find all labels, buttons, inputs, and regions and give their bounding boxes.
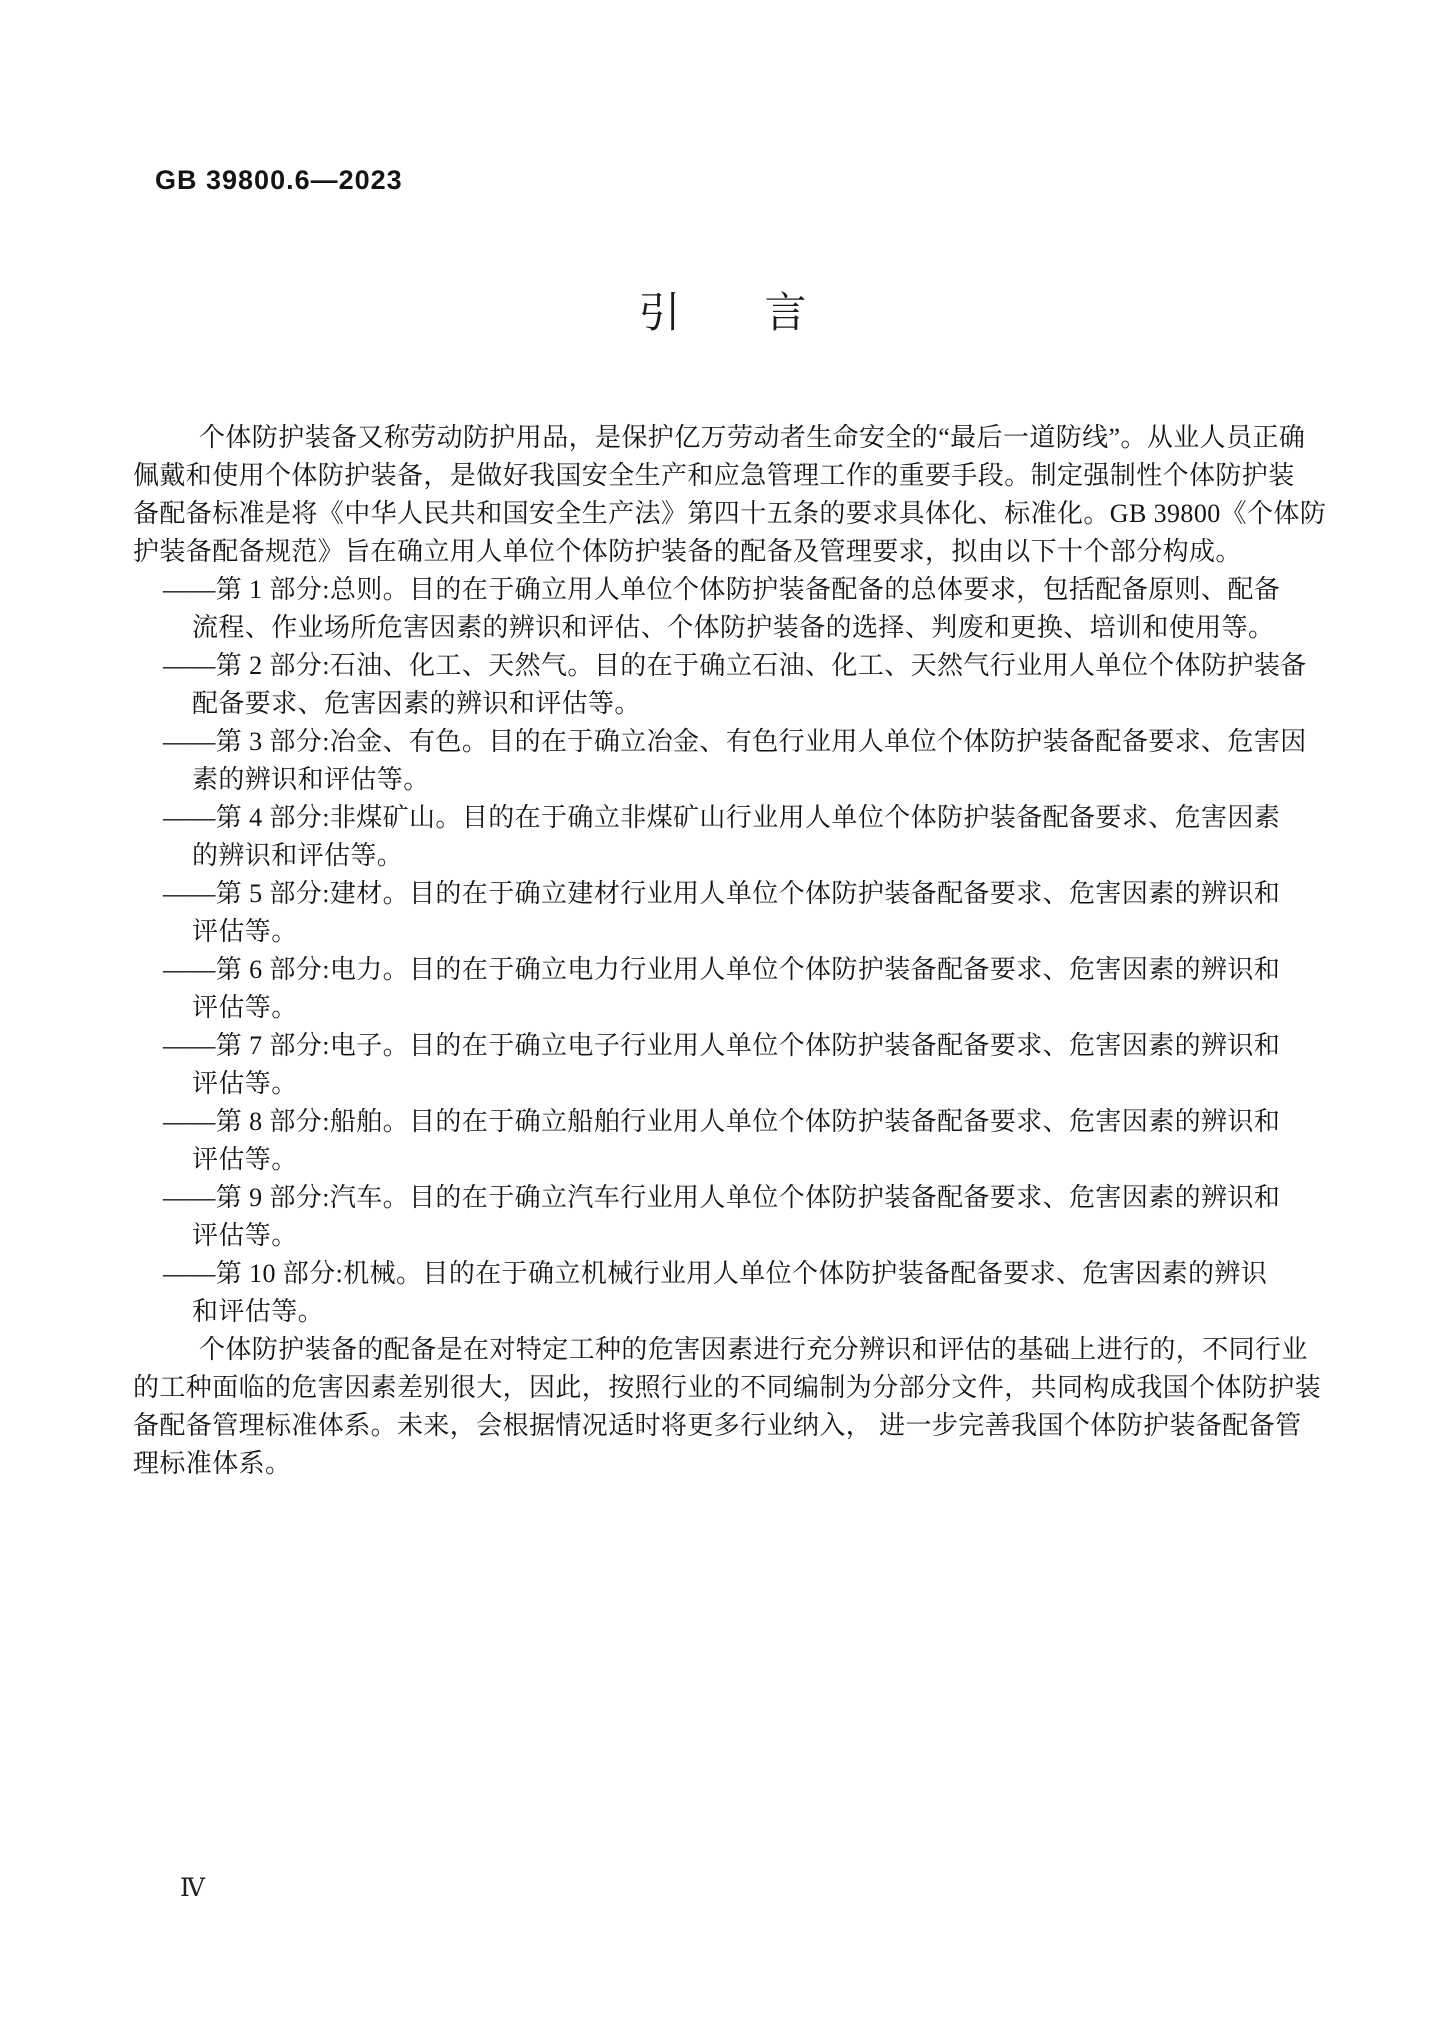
part-item-line: ——第 4 部分:非煤矿山。目的在于确立非煤矿山行业用人单位个体防护装备配备要求、危害因素 [163, 803, 1281, 832]
part-item-line: 配备要求、危害因素的辨识和评估等。 [192, 689, 641, 718]
part-item-line: 评估等。 [192, 1069, 298, 1098]
standard-number: GB 39800.6—2023 [155, 165, 403, 195]
part-item-line: ——第 8 部分:船舶。目的在于确立船舶行业用人单位个体防护装备配备要求、危害因素的辨识和 [163, 1107, 1281, 1136]
part-item-line: ——第 2 部分:石油、化工、天然气。目的在于确立石油、化工、天然气行业用人单位个体防护装备 [163, 651, 1307, 680]
part-item-line: ——第 3 部分:冶金、有色。目的在于确立冶金、有色行业用人单位个体防护装备配备要求、危害因 [163, 727, 1307, 756]
closing-paragraph-line: 的工种面临的危害因素差别很大，因此，按照行业的不同编制为分部分文件，共同构成我国个体防护装 [133, 1373, 1322, 1402]
intro-paragraph-line: 佩戴和使用个体防护装备，是做好我国安全生产和应急管理工作的重要手段。制定强制性个体防护装 [133, 461, 1295, 490]
part-item-line: 评估等。 [192, 917, 298, 946]
intro-paragraph-line: 个体防护装备又称劳动防护用品，是保护亿万劳动者生命安全的“最后一道防线”。从业人员正确 [199, 423, 1306, 452]
part-item-line: 评估等。 [192, 993, 298, 1022]
part-item-line: ——第 5 部分:建材。目的在于确立建材行业用人单位个体防护装备配备要求、危害因素的辨识和 [163, 879, 1281, 908]
intro-paragraph-line: 护装备配备规范》旨在确立用人单位个体防护装备的配备及管理要求，拟由以下十个部分构成。 [133, 537, 1242, 566]
part-item-line: 评估等。 [192, 1221, 298, 1250]
intro-paragraph-line: 备配备标准是将《中华人民共和国安全生产法》第四十五条的要求具体化、标准化。GB 39800《个体防 [133, 499, 1327, 528]
part-item-line: 和评估等。 [192, 1297, 325, 1326]
introduction-body [133, 419, 1327, 1483]
part-item-line: ——第 9 部分:汽车。目的在于确立汽车行业用人单位个体防护装备配备要求、危害因素的辨识和 [163, 1183, 1281, 1212]
closing-paragraph-line: 备配备管理标准体系。未来，会根据情况适时将更多行业纳入， 进一步完善我国个体防护装备配备管 [133, 1411, 1302, 1440]
closing-paragraph-line: 个体防护装备的配备是在对特定工种的危害因素进行充分辨识和评估的基础上进行的，不同行业 [199, 1335, 1308, 1364]
part-item-line: 的辨识和评估等。 [192, 841, 404, 870]
closing-paragraph-line: 理标准体系。 [133, 1449, 292, 1478]
page-title: 引 言 [638, 289, 807, 336]
page-number: Ⅳ [180, 1875, 205, 1902]
part-item-line: ——第 1 部分:总则。目的在于确立用人单位个体防护装备配备的总体要求，包括配备原则、配备 [163, 575, 1281, 604]
part-item-line: 评估等。 [192, 1145, 298, 1174]
part-item-line: 流程、作业场所危害因素的辨识和评估、个体防护装备的选择、判废和更换、培训和使用等。 [192, 613, 1275, 642]
part-item-line: ——第 7 部分:电子。目的在于确立电子行业用人单位个体防护装备配备要求、危害因素的辨识和 [163, 1031, 1281, 1060]
part-item-line: 素的辨识和评估等。 [192, 765, 430, 794]
part-item-line: ——第 10 部分:机械。目的在于确立机械行业用人单位个体防护装备配备要求、危害因素的辨识 [163, 1259, 1268, 1288]
part-item-line: ——第 6 部分:电力。目的在于确立电力行业用人单位个体防护装备配备要求、危害因素的辨识和 [163, 955, 1281, 984]
